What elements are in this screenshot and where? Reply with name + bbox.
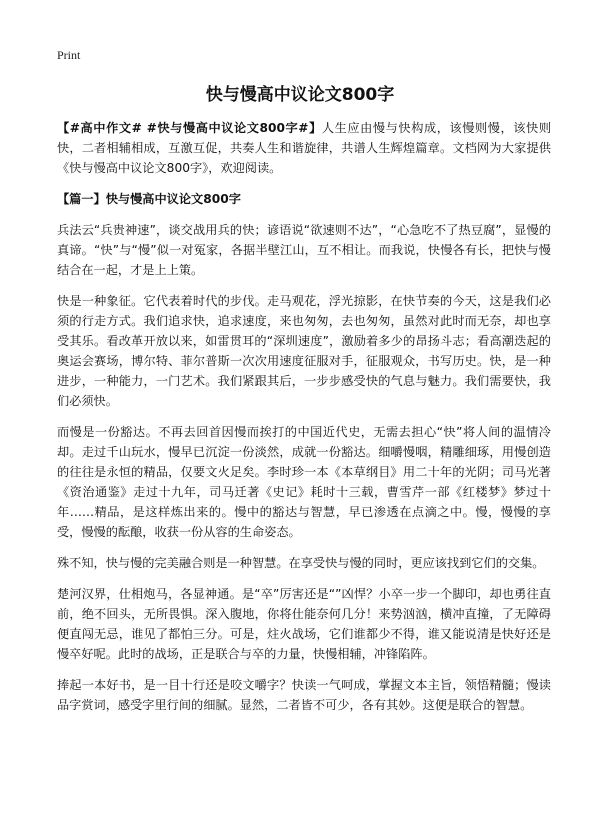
paragraph-2: 快是一种象征。它代表着时代的步伐。走马观花，浮光掠影，在快节奏的今天，这是我们必须的行走方式。我们追求快，追求速度，来也匆匆，去也匆匆，虽然对此时而无奈，却也享受其乐。看改革开放以来，如雷贯耳的“深圳速度”，激励着多少的昂扬斗志；看高潮迭起的奥运会赛场，博尔特、菲尔普斯一次次用速度征服对手，征服观众，书写历史。快，是一种进步，一种能力，一门艺术。我们紧跟其后，一步步感受快的气息与魅力。我们需要快，我们必须快。 (57, 294, 551, 408)
paragraph-1: 兵法云“兵贵神速”，谈交战用兵的快；谚语说“欲速则不达”，“心急吃不了热豆腐”，显慢的真谛。“快”与“慢”似一对冤家，各据半壁江山，互不相让。而我说，快慢各有长，把快与慢结合在一起，才是上上策。 (57, 223, 551, 277)
intro-tag: 【#高中作文# #快与慢高中议论文800字#】 (57, 121, 322, 135)
section-heading: 【篇一】快与慢高中议论文800字 (57, 192, 241, 206)
page-title: 快与慢高中议论文800字 (205, 85, 395, 105)
paragraph-4: 殊不知，快与慢的完美融合则是一种智慧。在享受快与慢的同时，更应该找到它们的交集。 (57, 556, 545, 570)
paragraph-3: 而慢是一份豁达。不再去回首因慢而挨打的中国近代史，无需去担心“快”将人间的温情冷却。走过千山玩水，慢早已沉淀一份淡然，成就一份豁达。细嚼慢咽，精雕细琢，用慢创造的往往是永恒的精品，仅要文火足矣。李时珍一本《本草纲目》用二十年的光阴；司马光著《资治通鉴》走过十九年，司马迁著《史记》耗时十三载，曹雪芹一部《红楼梦》梦过十年……精品，是这样炼出来的。慢中的豁达与智慧，早已渗透在点滴之中。慢，慢慢的享受，慢慢的酝酿，收获一份从容的生命姿态。 (57, 425, 551, 539)
paragraph-6: 捧起一本好书，是一目十行还是咬文嚼字？快读一气呵成，掌握文本主旨，领悟精髓；慢读品字赏词，感受字里行间的细腻。显然，二者皆不可少，各有其妙。这便是联合的智慧。 (57, 678, 551, 712)
print-label: Print (57, 48, 81, 62)
paragraph-5: 楚河汉界，仕相炮马，各显神通。是“卒”厉害还是“”凶悍？小卒一步一个脚印，却也勇往直前，绝不回头，无所畏惧。深入腹地，你将仕能奈何几分！来势汹汹，横冲直撞，了无障碍便直闯无忌，谁见了都怕三分。可是，炷火战场，它们谁都少不得，谁又能说清是快好还是慢卒好呢。此时的战场，正是联合与卒的力量，快慢相辅，冲锋陷阵。 (57, 587, 551, 661)
intro-text: 人生应由慢与快构成，该慢则慢，该快则快，二者相辅相成，互激互促，共奏人生和谐旋律，共谱人生辉煌篇章。文档网为大家提供《快与慢高中议论文800字》，欢迎阅读。 (57, 121, 552, 175)
intro-paragraph (57, 118, 551, 178)
article-body (57, 118, 551, 726)
